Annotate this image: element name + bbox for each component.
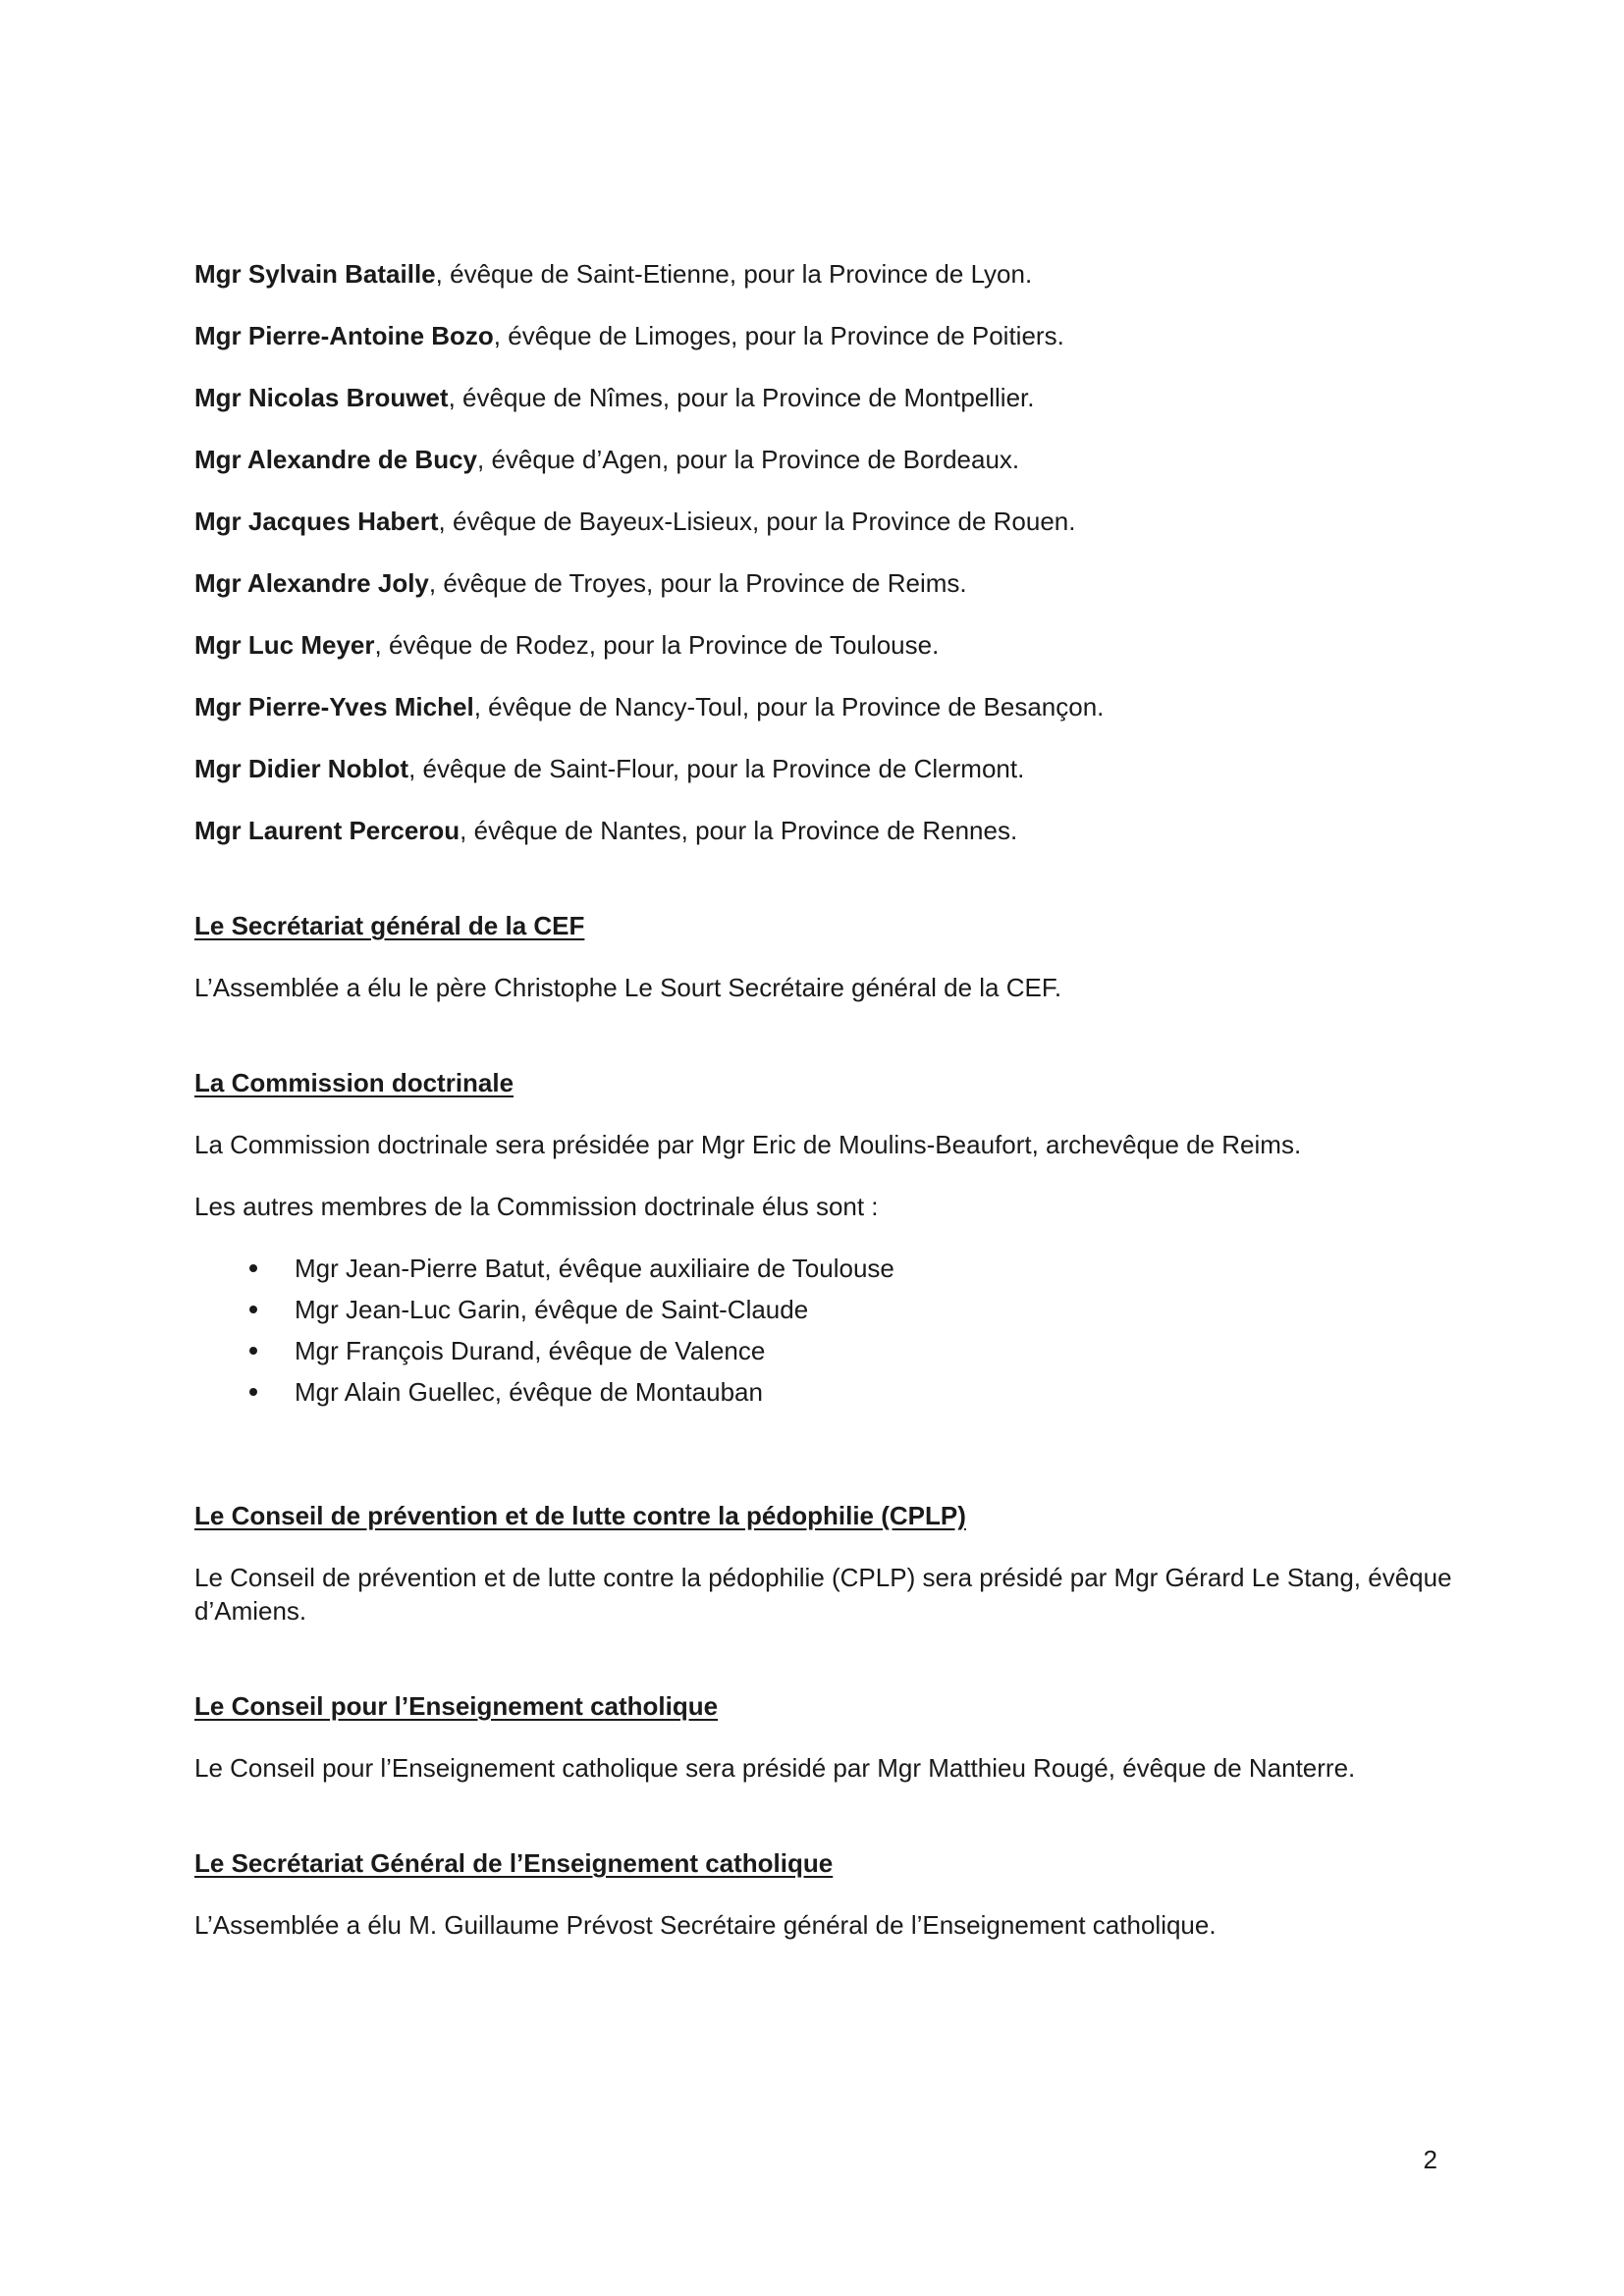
member-desc: , évêque de Bayeux-Lisieux, pour la Province de Rouen. [438, 507, 1076, 536]
member-name: Mgr Nicolas Brouwet [194, 383, 449, 412]
section-doctrinale [194, 1066, 1461, 1409]
section-cplp [194, 1499, 1461, 1628]
section-heading: Le Secrétariat général de la CEF [194, 911, 585, 940]
member-desc: , évêque d’Agen, pour la Province de Bordeaux. [477, 445, 1020, 474]
section-sgec [194, 1846, 1461, 1942]
page-content [194, 257, 1461, 1970]
member-entry [194, 690, 1461, 723]
member-desc: , évêque de Limoges, pour la Province de Poitiers. [493, 321, 1064, 350]
member-entry [194, 319, 1461, 352]
member-entry [194, 443, 1461, 476]
member-desc: , évêque de Nancy-Toul, pour la Province de Besançon. [473, 692, 1105, 721]
section-text: L’Assemblée a élu M. Guillaume Prévost Secrétaire général de l’Enseignement catholique. [194, 1910, 1217, 1940]
section-heading: Le Conseil pour l’Enseignement catholique [194, 1691, 719, 1721]
member-name: Mgr Alexandre de Bucy [194, 445, 478, 474]
list-item: Mgr François Durand, évêque de Valence [194, 1334, 1461, 1367]
member-desc: , évêque de Rodez, pour la Province de Toulouse. [374, 630, 940, 660]
member-desc: , évêque de Saint-Etienne, pour la Province de Lyon. [435, 259, 1033, 289]
member-entry [194, 505, 1461, 538]
member-name: Mgr Sylvain Bataille [194, 259, 436, 289]
list-item: Mgr Jean-Pierre Batut, évêque auxiliaire de Toulouse [194, 1252, 1461, 1285]
list-item: Mgr Jean-Luc Garin, évêque de Saint-Claude [194, 1293, 1461, 1326]
section-secretariat [194, 909, 1461, 1004]
section-text: Le Conseil de prévention et de lutte contre la pédophilie (CPLP) sera présidé par Mgr Gérard Le Stang, évêque d’Amiens. [194, 1563, 1452, 1626]
member-desc: , évêque de Nîmes, pour la Province de Montpellier. [448, 383, 1035, 412]
section-heading: Le Conseil de prévention et de lutte contre la pédophilie (CPLP) [194, 1501, 966, 1530]
page-number: 2 [1423, 2145, 1437, 2174]
section-text: Les autres membres de la Commission doctrinale élus sont : [194, 1192, 879, 1221]
section-text: La Commission doctrinale sera présidée par Mgr Eric de Moulins-Beaufort, archevêque de Reims. [194, 1130, 1302, 1159]
member-desc: , évêque de Troyes, pour la Province de Reims. [428, 568, 967, 598]
members-list [194, 257, 1461, 847]
member-entry [194, 752, 1461, 785]
member-name: Mgr Laurent Percerou [194, 816, 460, 845]
list-item: Mgr Alain Guellec, évêque de Montauban [194, 1375, 1461, 1409]
member-entry [194, 381, 1461, 414]
doctrinale-members-list [194, 1252, 1461, 1409]
section-enseignement [194, 1689, 1461, 1785]
member-name: Mgr Jacques Habert [194, 507, 439, 536]
member-name: Mgr Alexandre Joly [194, 568, 429, 598]
member-entry [194, 628, 1461, 662]
section-heading: La Commission doctrinale [194, 1068, 514, 1097]
member-desc: , évêque de Nantes, pour la Province de Rennes. [460, 816, 1018, 845]
member-name: Mgr Pierre-Antoine Bozo [194, 321, 494, 350]
member-entry [194, 257, 1461, 291]
member-name: Mgr Didier Noblot [194, 754, 409, 783]
section-text: Le Conseil pour l’Enseignement catholique sera présidé par Mgr Matthieu Rougé, évêque de Nanterre. [194, 1753, 1356, 1783]
member-name: Mgr Luc Meyer [194, 630, 375, 660]
member-desc: , évêque de Saint-Flour, pour la Province de Clermont. [408, 754, 1025, 783]
section-text: L’Assemblée a élu le père Christophe Le Sourt Secrétaire général de la CEF. [194, 973, 1062, 1002]
member-entry [194, 814, 1461, 847]
member-entry [194, 566, 1461, 600]
member-name: Mgr Pierre-Yves Michel [194, 692, 474, 721]
section-heading: Le Secrétariat Général de l’Enseignement catholique [194, 1848, 834, 1878]
